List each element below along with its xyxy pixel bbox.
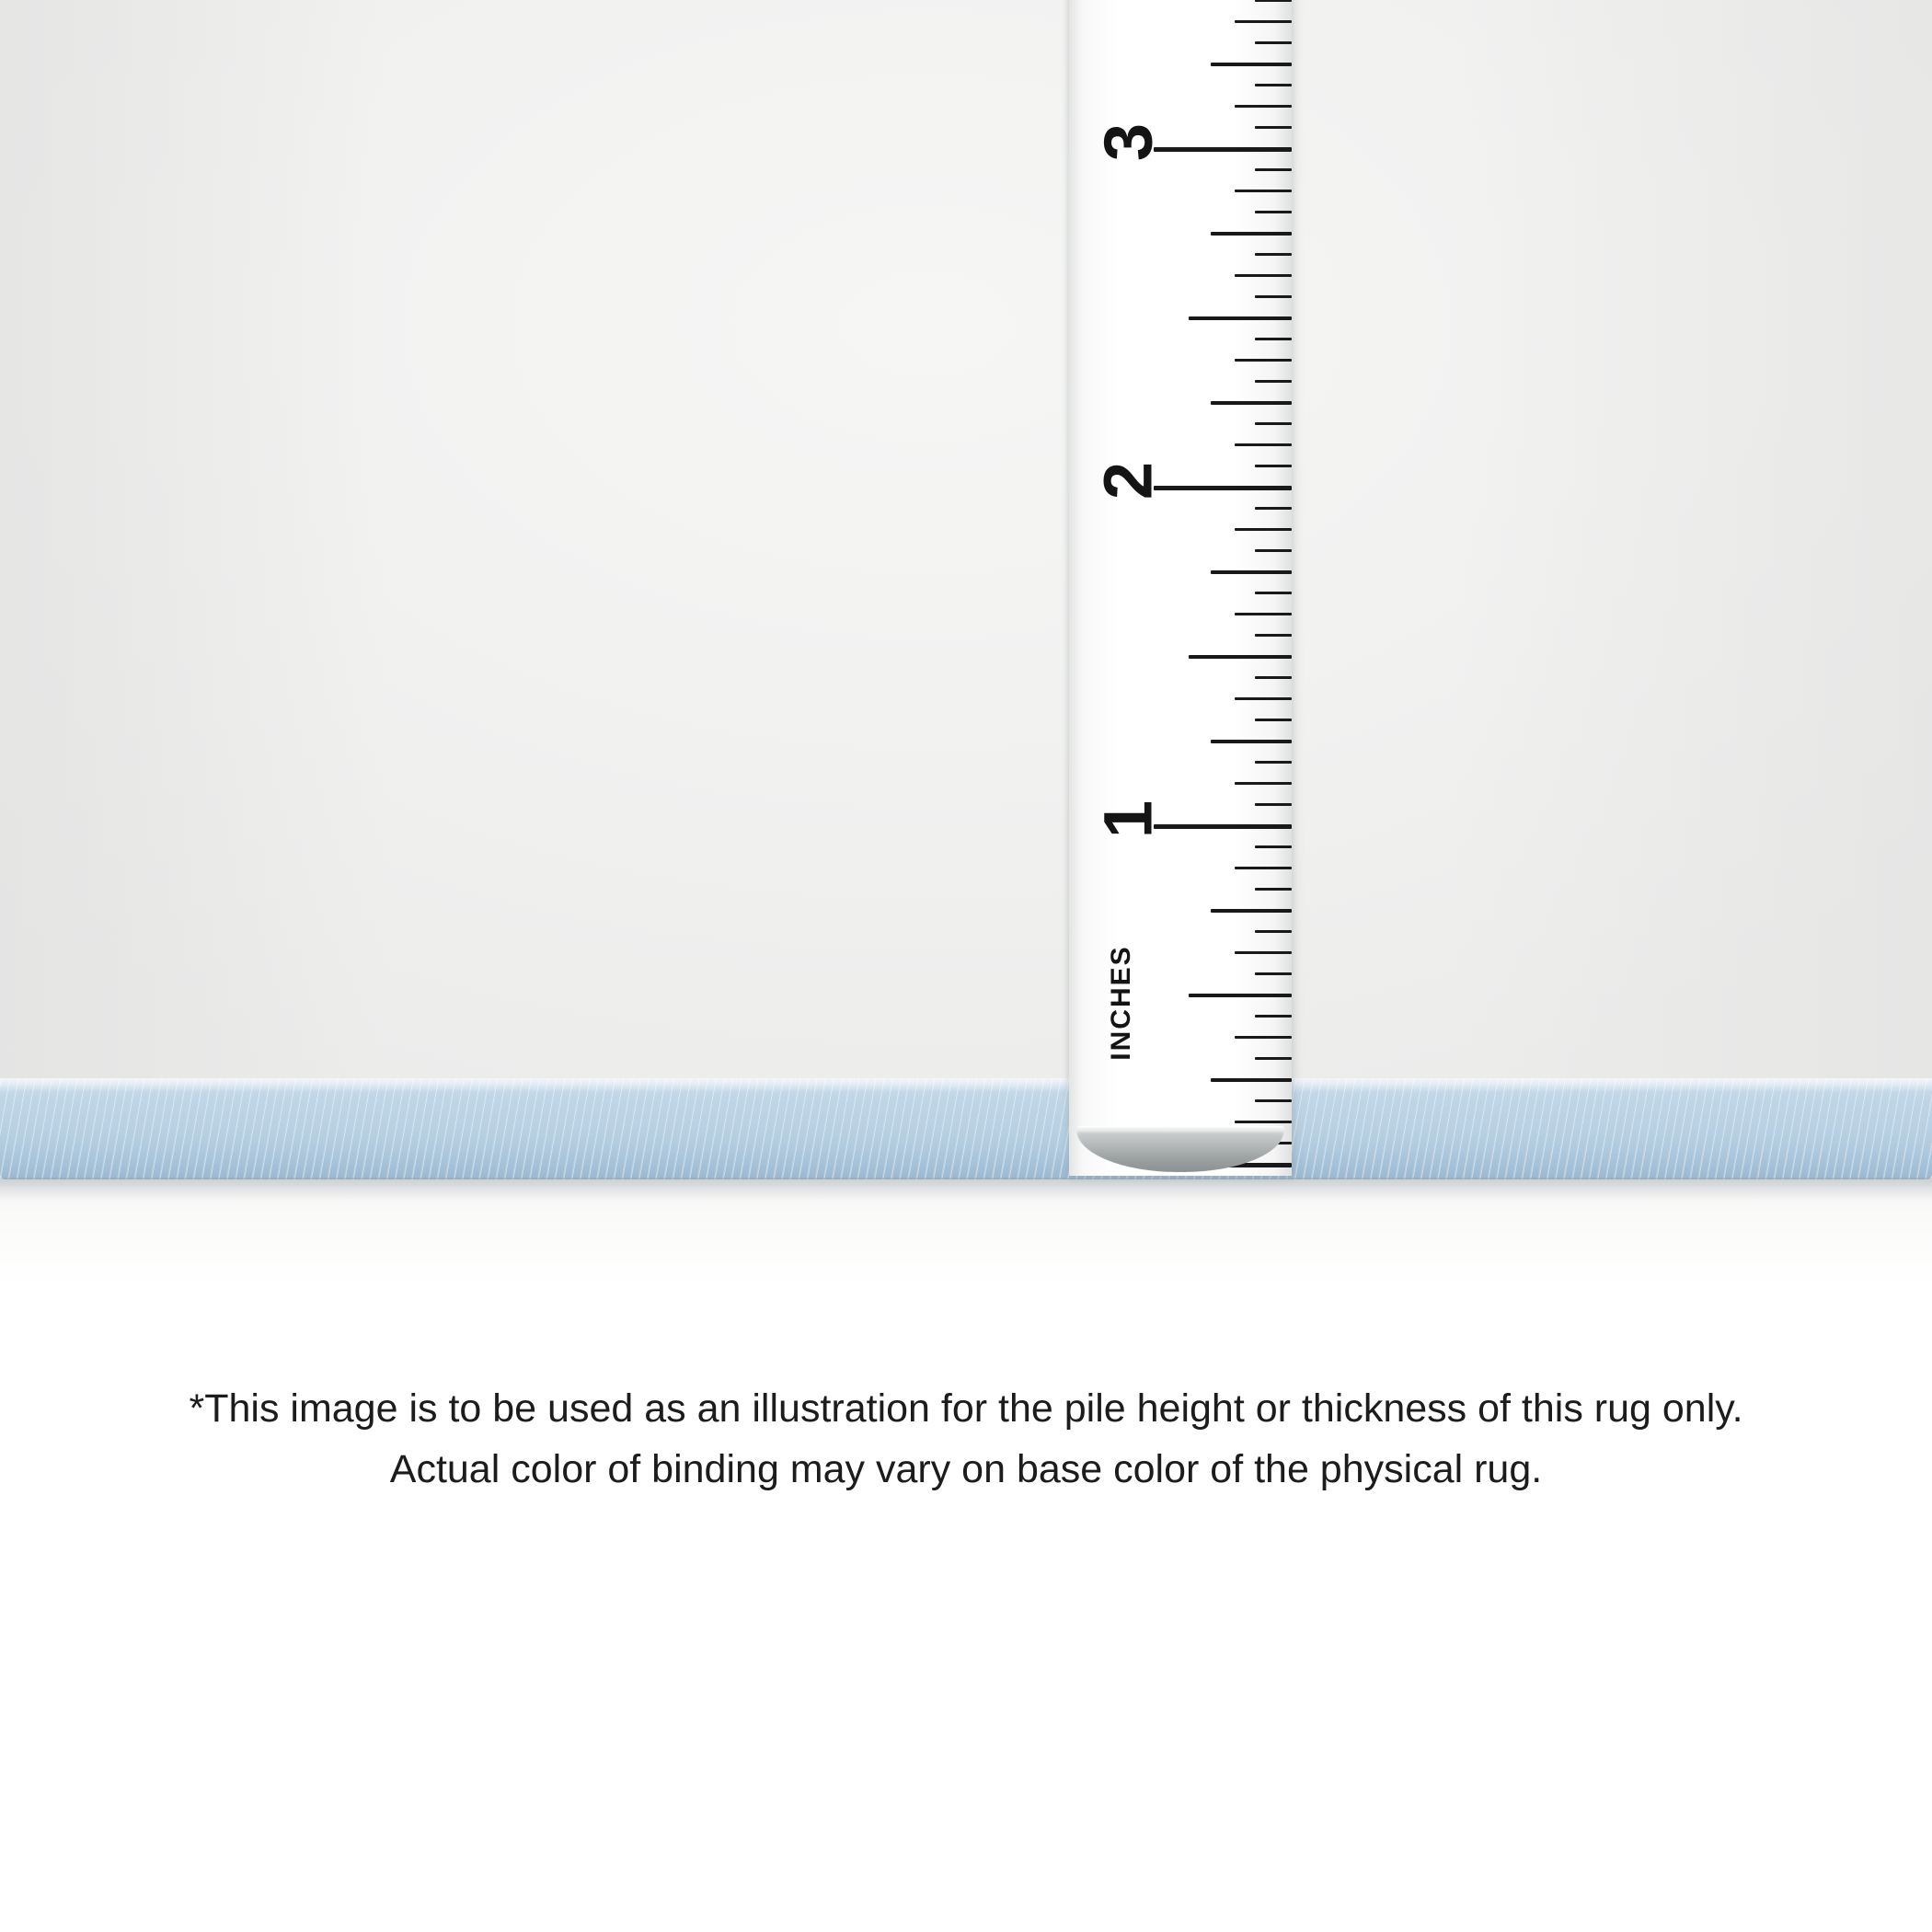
ruler-tick <box>1255 719 1292 721</box>
ruler-tick <box>1235 697 1292 700</box>
ruler-tick <box>1255 422 1292 425</box>
ruler-tick <box>1235 359 1292 362</box>
ruler-tick <box>1255 41 1292 44</box>
ruler-tick <box>1255 845 1292 848</box>
ruler-tick <box>1154 824 1292 829</box>
ruler-tick <box>1211 1078 1292 1082</box>
ruler-numeral: 2 <box>1089 461 1167 500</box>
ruler-tick <box>1255 888 1292 891</box>
ruler-tick <box>1235 951 1292 954</box>
ruler-tick <box>1255 803 1292 806</box>
ruler-tick <box>1235 867 1292 869</box>
ruler-tick <box>1235 528 1292 531</box>
ruler-tick <box>1255 676 1292 679</box>
ruler-tick <box>1255 211 1292 213</box>
photo-floor <box>0 1187 1932 1288</box>
ruler-tick <box>1255 1057 1292 1060</box>
ruler-tick <box>1255 126 1292 129</box>
rug-binding-top-highlight <box>0 1078 1932 1093</box>
ruler-tick <box>1189 655 1292 659</box>
ruler-tick <box>1211 740 1292 743</box>
ruler-tick <box>1255 634 1292 637</box>
ruler-tick <box>1211 570 1292 574</box>
ruler-tick <box>1255 549 1292 552</box>
ruler-tick <box>1255 761 1292 764</box>
ruler-tick <box>1255 380 1292 383</box>
ruler-tick <box>1154 147 1292 152</box>
ruler-tick <box>1154 486 1292 490</box>
ruler-tick <box>1255 295 1292 298</box>
backdrop-shade-right <box>1454 0 1932 1081</box>
tape-measure <box>1069 0 1292 1176</box>
ruler-tick <box>1255 84 1292 86</box>
disclaimer-caption <box>0 1378 1932 1500</box>
ruler-tick <box>1255 168 1292 171</box>
ruler-tick <box>1255 1015 1292 1018</box>
ruler-tick <box>1255 253 1292 256</box>
ruler-tick <box>1189 994 1292 997</box>
ruler-tick <box>1211 401 1292 405</box>
ruler-tick <box>1255 592 1292 594</box>
ruler-tick <box>1255 338 1292 340</box>
rug-binding-thread-shadows <box>0 1078 1932 1179</box>
rug-binding-edge <box>0 1078 1932 1190</box>
ruler-tick <box>1235 105 1292 108</box>
ruler-numeral: 3 <box>1089 122 1167 162</box>
ruler-tick <box>1255 465 1292 467</box>
rug-contact-shadow <box>0 1178 1932 1202</box>
caption-line-1: *This image is to be used as an illustration for the pile height or thickness of this rug only. <box>189 1386 1743 1431</box>
ruler-tick <box>1255 930 1292 933</box>
ruler-tick <box>1211 63 1292 66</box>
ruler-tick <box>1235 1036 1292 1039</box>
backdrop-shade-left <box>0 0 386 1081</box>
ruler-numeral: 1 <box>1089 799 1167 839</box>
ruler-tick <box>1189 316 1292 320</box>
ruler-tick <box>1235 1121 1292 1123</box>
ruler-tick <box>1211 909 1292 913</box>
ruler-tick <box>1211 232 1292 236</box>
caption-line-2: Actual color of binding may vary on base color of the physical rug. <box>389 1447 1543 1491</box>
ruler-tick <box>1255 507 1292 510</box>
ruler-tick <box>1255 1099 1292 1102</box>
ruler-tick <box>1235 443 1292 446</box>
tape-measure-unit-label: INCHES <box>1106 944 1136 1061</box>
ruler-tick <box>1235 190 1292 192</box>
ruler-tick <box>1235 613 1292 615</box>
ruler-tick <box>1235 20 1292 23</box>
ruler-tick <box>1235 782 1292 785</box>
ruler-tick <box>1255 972 1292 975</box>
ruler-tick <box>1235 274 1292 277</box>
ruler-tick <box>1255 0 1292 2</box>
